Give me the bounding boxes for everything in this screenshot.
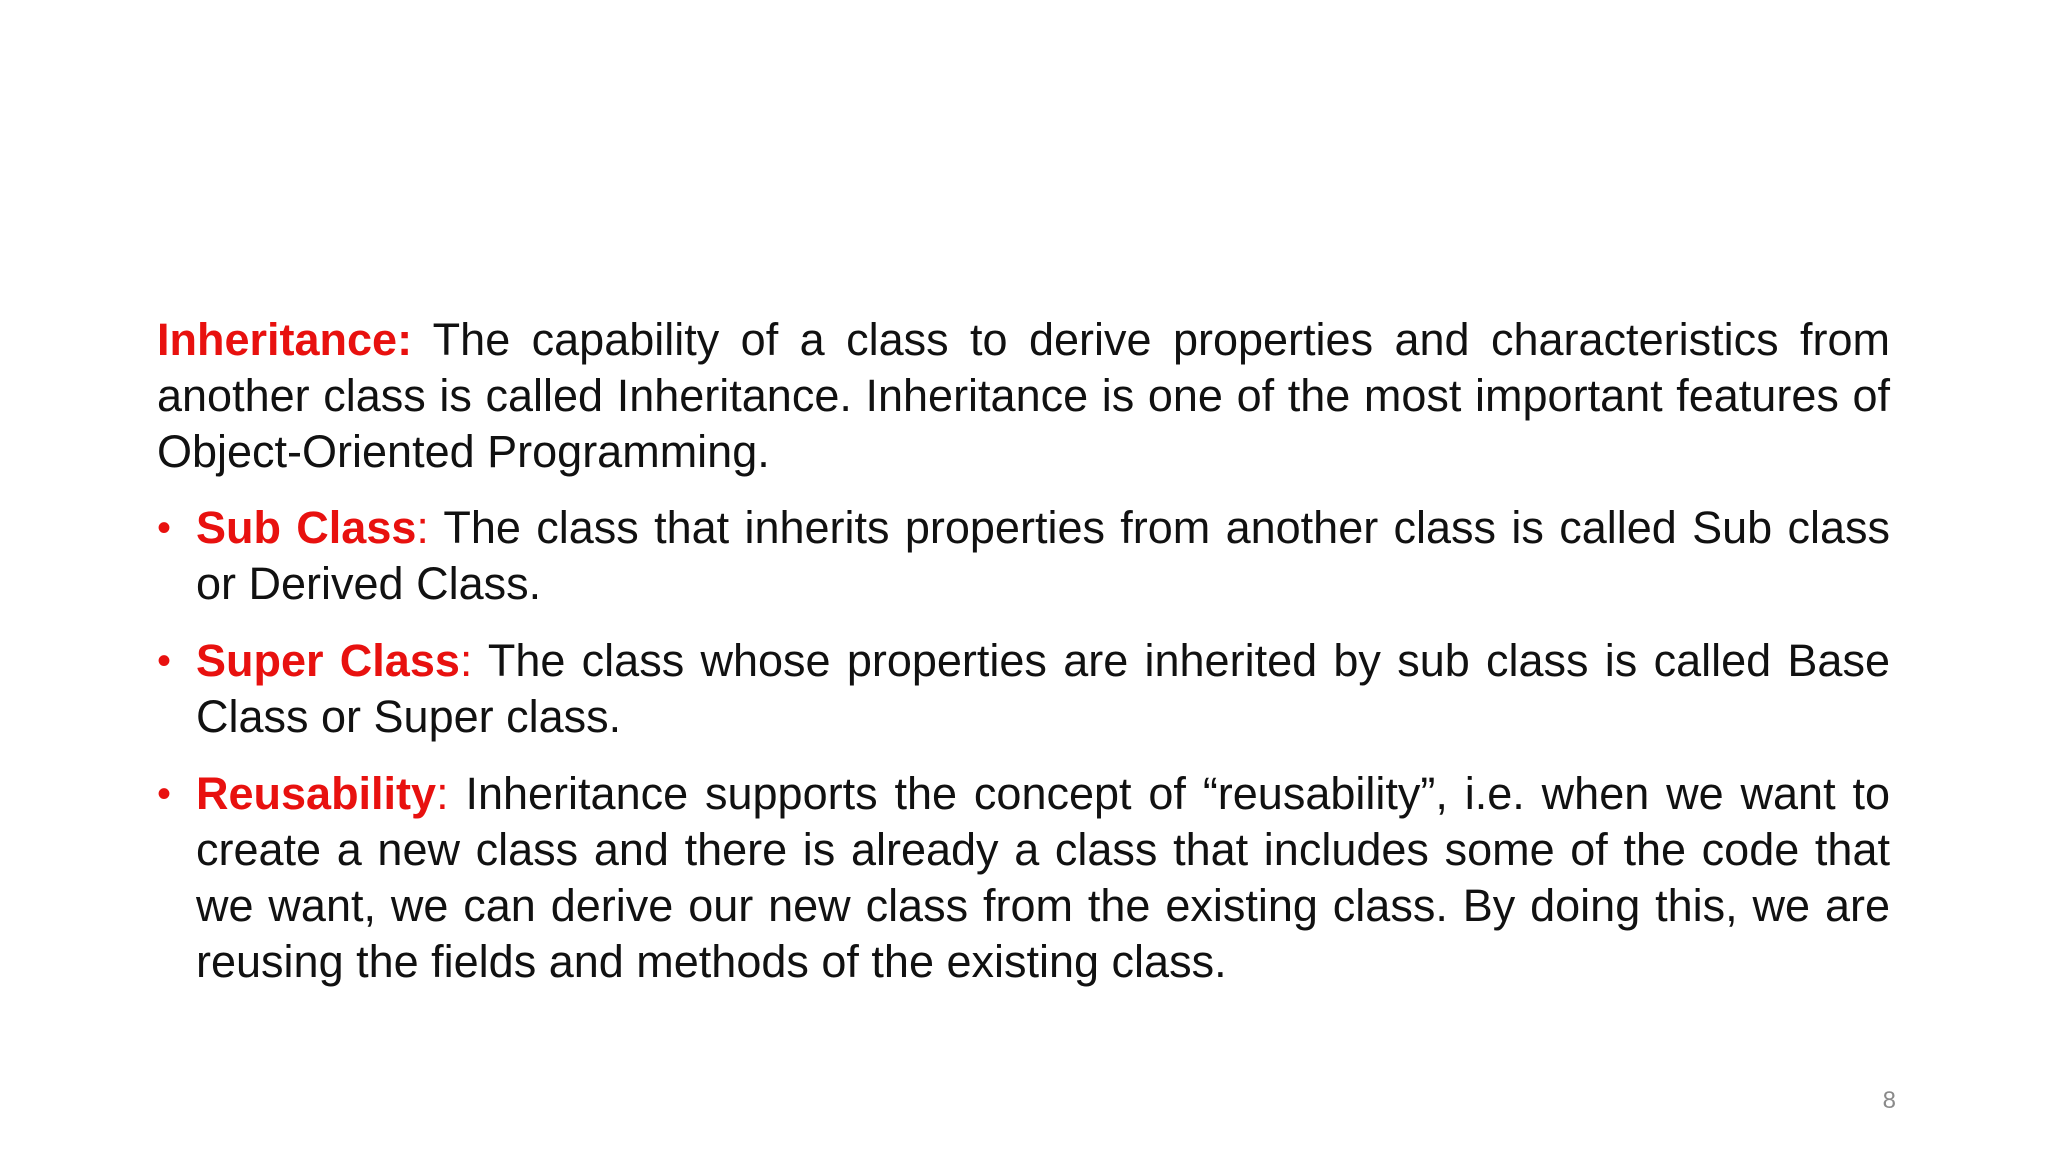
bullet-icon: •: [157, 506, 172, 550]
bullet-term: Super Class: [196, 635, 460, 686]
bullet-list: [157, 500, 1890, 990]
bullet-colon: :: [459, 635, 473, 686]
bullet-item-reusability: [157, 766, 1890, 990]
intro-text: The capability of a class to derive properties and characteristics from another class is called Inheritance. Inheritance is one of the most important features of Object-Oriented Programming.: [157, 314, 1890, 477]
slide-content: [157, 312, 1890, 1011]
bullet-icon: •: [157, 639, 172, 683]
bullet-term: Sub Class: [196, 502, 417, 553]
bullet-term: Reusability: [196, 768, 437, 819]
bullet-text: The class that inherits properties from another class is called Sub class or Derived Class.: [196, 502, 1890, 609]
bullet-item-sub-class: [157, 500, 1890, 612]
page-number: 8: [1882, 1087, 1896, 1114]
bullet-text: The class whose properties are inherited by sub class is called Base Class or Super class.: [196, 635, 1890, 742]
bullet-icon: •: [157, 772, 172, 816]
intro-paragraph: [157, 312, 1890, 480]
bullet-text: Inheritance supports the concept of “reusability”, i.e. when we want to create a new class and there is already a class that includes some of the code that we want, we can derive our new class from the existing class. By doing this, we are reusing the fields and methods of the existing class.: [196, 768, 1890, 987]
bullet-colon: :: [416, 502, 429, 553]
bullet-item-super-class: [157, 633, 1890, 745]
intro-term: Inheritance:: [157, 314, 413, 365]
bullet-colon: :: [436, 768, 449, 819]
